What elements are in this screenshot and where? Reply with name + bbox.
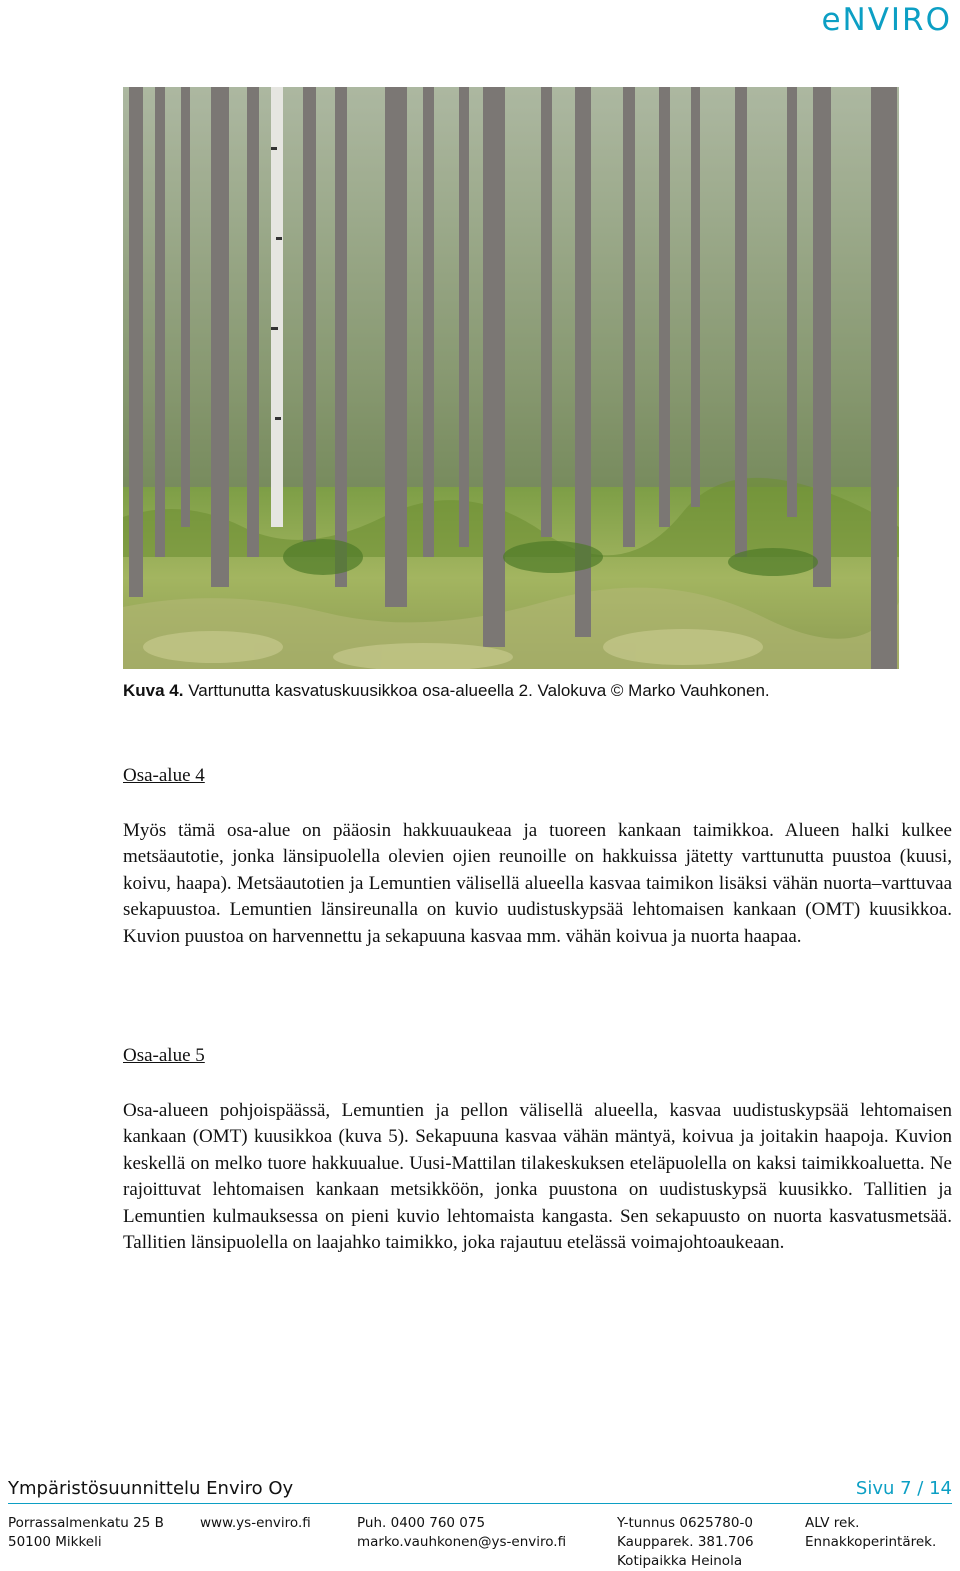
footer-registration: Y-tunnus 0625780-0 Kaupparek. 381.706 Kotipaikka Heinola [617,1515,754,1569]
section-heading-4: Osa-alue 4 [123,765,205,786]
section-body-4: Myös tämä osa-alue on pääosin hakkuuaukeaa ja tuoreen kankaan taimikkoa. Alueen halki kulkee metsäautotie, jonka länsipuolella olevien ojien reunoille on hakkuissa jätetty varttunutta puustoa (kuusi, koivu, haapa). Metsäautotien ja Lemuntien välisellä alueella kasvaa taimikon lisäksi vähän nuorta–varttuvaa sekapuustoa. Lemuntien länsireunalla on kuvio uudistuskypsää lehtomaisen kankaan (OMT) kuusikkoa. Kuvion puustoa on harvennettu ja sekapuuna kasvaa mm. vähän koivua ja nuorta haapaa. [123,820,952,947]
section-heading-5: Osa-alue 5 [123,1045,205,1066]
enviro-logo: eNVIRO [821,2,952,38]
footer-page-number: Sivu 7 / 14 [855,1478,952,1499]
figure-caption [123,681,903,701]
forest-photo [123,87,899,669]
footer-website: www.ys-enviro.fi [200,1515,311,1531]
footer-company: Ympäristösuunnittelu Enviro Oy [8,1478,294,1499]
figure-caption-text: Varttunutta kasvatuskuusikkoa osa-alueella 2. Valokuva © Marko Vauhkonen. [183,681,770,700]
footer-address: Porrassalmenkatu 25 B 50100 Mikkeli [8,1515,164,1550]
footer-divider [8,1503,952,1504]
footer-tax: ALV rek. Ennakkoperintärek. [805,1515,937,1550]
figure-label: Kuva 4. [123,681,184,700]
footer-contact: Puh. 0400 760 075 marko.vauhkonen@ys-enviro.fi [357,1515,567,1550]
section-body-5: Osa-alueen pohjoispäässä, Lemuntien ja pellon välisellä alueella, kasvaa uudistuskypsää lehtomaisen kankaan (OMT) kuusikkoa (kuva 5). Sekapuuna kasvaa vähän mäntyä, koivua ja joitakin haapoja. Kuvion keskellä on melko tuore hakkuualue. Uusi-Mattilan tilakeskuksen eteläpuolella on kaksi taimikkoaluetta. Ne rajoittuvat lehtomaisen kankaan metsikköön, jonka puustona on uudistuskypsä kuusikko. Tallitien ja Lemuntien kulmauksessa on pieni kuvio lehtomaista kangasta. Sen sekapuusto on nuorta kasvatusmetsää. Tallitien länsipuolella on laajahko taimikko, joka rajautuu etelässä voimajohtoaukeaan. [123,1100,952,1254]
